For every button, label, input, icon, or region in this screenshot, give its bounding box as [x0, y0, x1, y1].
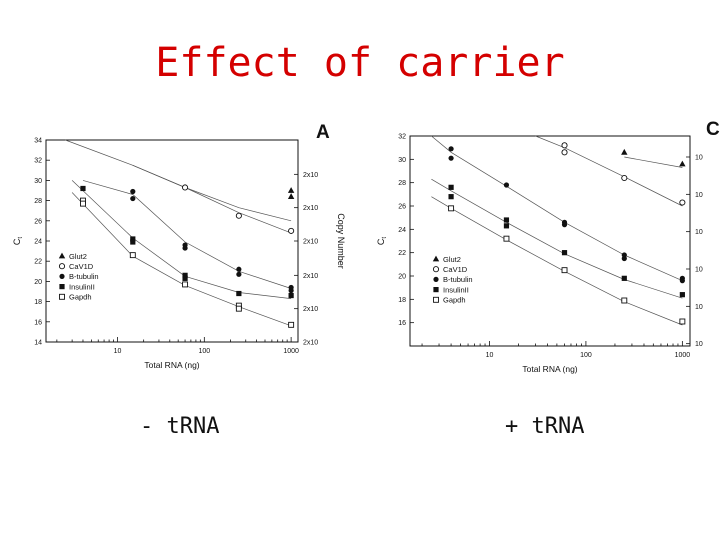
y-tick-label: 26	[34, 218, 42, 226]
data-point-insulinii	[80, 186, 85, 191]
x-tick-label: 1000	[283, 348, 299, 355]
data-point-glut2	[288, 187, 294, 193]
fit-line-cav1d	[65, 140, 291, 233]
y-tick-label: 16	[34, 319, 42, 327]
data-point-insulinii	[504, 223, 509, 228]
y-tick-label: 22	[34, 258, 42, 266]
series-insulinii	[72, 180, 294, 298]
data-point-b-tubulin	[448, 156, 453, 161]
data-point-insulinii	[562, 250, 567, 255]
y-tick-label: 26	[398, 203, 406, 211]
legend-label-glut2: Glut2	[443, 254, 461, 264]
right-tick-label: 10	[695, 266, 703, 274]
y-tick-label: 20	[34, 278, 42, 286]
series-cav1d	[536, 136, 685, 206]
plot-frame	[46, 140, 298, 342]
legend-label-b-tubulin: B-tubulin	[69, 272, 99, 282]
data-point-b-tubulin	[289, 288, 294, 293]
series-cav1d	[65, 140, 293, 234]
slide-title: Effect of carrier	[155, 40, 565, 86]
legend-marker-cav1d	[59, 264, 64, 269]
legend-marker-glut2	[433, 256, 439, 262]
legend-marker-b-tubulin	[433, 277, 438, 282]
data-point-b-tubulin	[448, 146, 453, 151]
data-point-insulinii	[236, 291, 241, 296]
right-tick-label: 2x10	[303, 205, 319, 213]
y-tick-label: 16	[398, 320, 406, 328]
legend-label-insulinii: InsulinII	[443, 285, 469, 295]
data-point-gapdh	[562, 268, 567, 273]
legend-label-cav1d: CaV1D	[69, 262, 94, 271]
legend-marker-cav1d	[433, 267, 438, 272]
fit-line-glut2	[624, 157, 682, 168]
data-point-insulinii	[289, 293, 294, 298]
legend-marker-gapdh	[60, 294, 65, 299]
right-tick-label: 2x10	[303, 339, 319, 347]
y-tick-label: 28	[398, 180, 406, 188]
legend-label-glut2: Glut2	[69, 251, 87, 261]
series-gapdh	[72, 193, 294, 328]
fit-line-b-tubulin	[83, 180, 291, 288]
data-point-b-tubulin	[182, 245, 187, 250]
data-point-b-tubulin	[680, 278, 685, 283]
x-tick-label: 100	[198, 348, 211, 355]
caption-plus-trna: + tRNA	[505, 414, 585, 439]
right-tick-label: 2x10	[303, 272, 319, 280]
y-axis-label: $C_t$	[12, 236, 24, 246]
data-point-gapdh	[289, 322, 294, 327]
right-axis-label: Copy Number	[336, 213, 346, 269]
legend-marker-gapdh	[434, 297, 439, 302]
data-point-insulinii	[448, 185, 453, 190]
data-point-b-tubulin	[622, 256, 627, 261]
series-glut2	[133, 165, 295, 221]
y-tick-label: 18	[398, 296, 406, 304]
y-tick-label: 30	[34, 177, 42, 185]
x-axis-label: Total RNA (ng)	[144, 360, 200, 370]
x-tick-label: 100	[580, 352, 592, 359]
plot-frame	[410, 136, 690, 346]
right-tick-label: 10	[695, 154, 703, 162]
data-point-b-tubulin	[130, 189, 135, 194]
data-point-cav1d	[680, 200, 685, 205]
data-point-cav1d	[562, 150, 567, 155]
y-axis-label-subscript: t	[382, 236, 388, 239]
data-point-cav1d	[236, 213, 241, 218]
fit-line-gapdh	[431, 197, 682, 325]
right-tick-label: 2x10	[303, 238, 319, 246]
series-b-tubulin	[431, 136, 685, 283]
series-glut2	[621, 149, 685, 168]
legend-label-gapdh: Gapdh	[443, 295, 466, 305]
y-tick-label: 20	[398, 273, 406, 281]
y-tick-label: 18	[34, 299, 42, 307]
data-point-gapdh	[236, 306, 241, 311]
data-point-glut2	[621, 149, 627, 155]
data-point-b-tubulin	[130, 196, 135, 201]
right-tick-label: 10	[695, 191, 703, 199]
legend-marker-glut2	[59, 253, 65, 259]
x-tick-label: 1000	[674, 352, 691, 359]
y-tick-label: 34	[34, 137, 42, 145]
right-tick-label: 10	[695, 303, 703, 311]
y-tick-label: 24	[34, 238, 42, 246]
data-point-gapdh	[449, 206, 454, 211]
legend-label-b-tubulin: B-tubulin	[443, 275, 473, 285]
y-tick-label: 30	[398, 156, 406, 164]
data-point-insulinii	[130, 239, 135, 244]
x-tick-label: 10	[113, 348, 122, 355]
right-tick-label: 2x10	[303, 306, 319, 314]
y-tick-label: 32	[34, 157, 42, 165]
data-point-gapdh	[680, 319, 685, 324]
fit-line-insulinii	[72, 180, 291, 298]
fit-line-cav1d	[536, 136, 683, 206]
legend	[433, 255, 473, 305]
data-point-glut2	[288, 193, 294, 199]
legend	[59, 252, 99, 302]
data-point-b-tubulin	[504, 182, 509, 187]
y-axis-label: $C_t$	[376, 236, 388, 246]
chart-panel-a	[14, 108, 360, 388]
data-point-gapdh	[130, 253, 135, 258]
y-tick-label: 32	[398, 133, 406, 141]
y-axis-label-subscript: t	[18, 236, 24, 239]
y-tick-label: 28	[34, 198, 42, 206]
data-point-cav1d	[622, 175, 627, 180]
caption-minus-trna: - tRNA	[140, 414, 220, 439]
data-point-gapdh	[183, 282, 188, 287]
data-point-b-tubulin	[562, 222, 567, 227]
data-point-gapdh	[622, 298, 627, 303]
right-tick-label: 10	[695, 341, 703, 349]
data-point-b-tubulin	[236, 267, 241, 272]
y-tick-label: 24	[398, 226, 406, 234]
data-point-cav1d	[562, 143, 567, 148]
x-tick-label: 10	[485, 352, 494, 359]
data-point-gapdh	[504, 236, 509, 241]
data-point-cav1d	[182, 185, 187, 190]
legend-label-gapdh: Gapdh	[69, 292, 92, 302]
fit-line-glut2	[133, 165, 291, 221]
y-tick-label: 14	[34, 339, 42, 347]
data-point-cav1d	[289, 228, 294, 233]
data-point-gapdh	[80, 201, 85, 206]
data-point-insulinii	[182, 276, 187, 281]
legend-marker-b-tubulin	[59, 274, 64, 279]
data-point-insulinii	[680, 292, 685, 297]
x-axis-label: Total RNA (ng)	[522, 364, 578, 374]
legend-marker-insulinii	[59, 284, 64, 289]
right-tick-label: 2x10	[303, 171, 319, 179]
legend-marker-insulinii	[433, 287, 438, 292]
data-point-glut2	[679, 161, 685, 167]
data-point-insulinii	[448, 194, 453, 199]
right-tick-label: 10	[695, 229, 703, 237]
series-gapdh	[431, 197, 684, 325]
data-point-insulinii	[504, 217, 509, 222]
legend-label-cav1d: CaV1D	[443, 265, 468, 274]
data-point-insulinii	[622, 276, 627, 281]
fit-line-b-tubulin	[431, 136, 682, 281]
y-tick-label: 22	[398, 250, 406, 258]
panel-label: C	[706, 119, 720, 140]
panel-label: A	[316, 122, 330, 143]
data-point-b-tubulin	[236, 272, 241, 277]
chart-panel-c	[376, 110, 720, 382]
legend-label-insulinii: InsulinII	[69, 282, 95, 292]
